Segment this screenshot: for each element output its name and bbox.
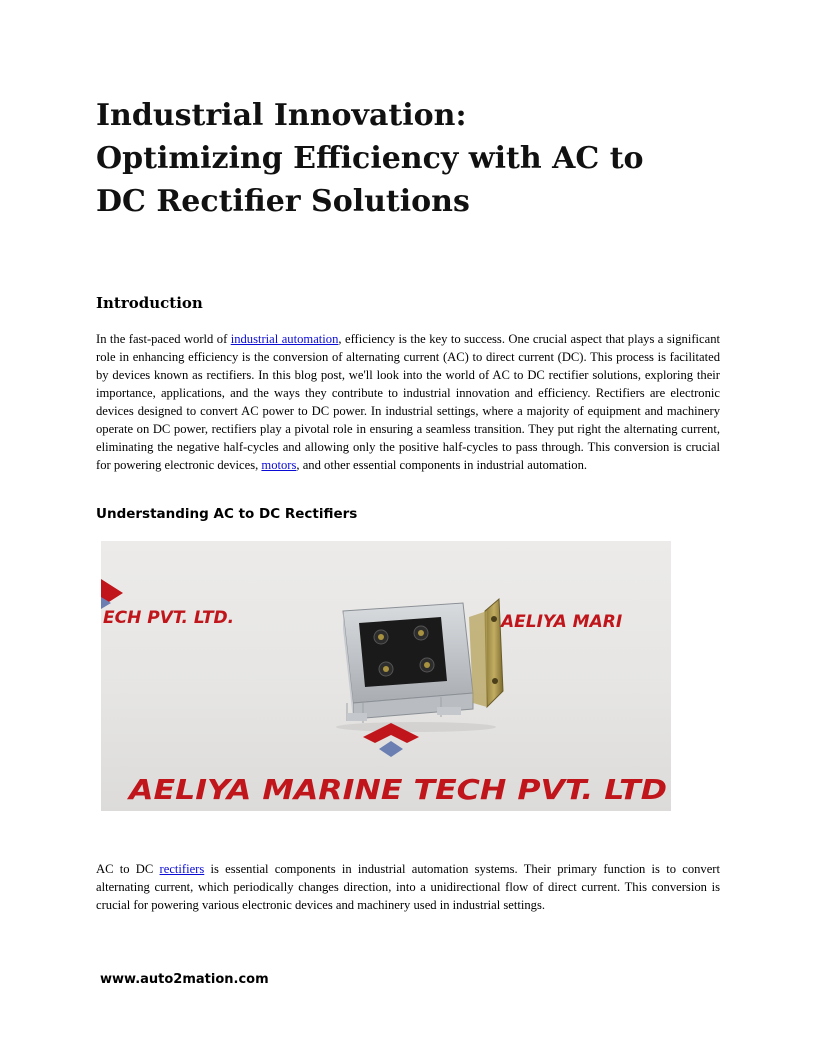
section-heading: Understanding AC to DC Rectifiers bbox=[96, 506, 358, 522]
motors-link[interactable]: motors bbox=[261, 458, 297, 472]
industrial-automation-link[interactable]: industrial automation bbox=[230, 332, 339, 346]
watermark-top-left: ECH PVT. LTD. bbox=[103, 608, 235, 628]
watermark-bottom: AELIYA MARINE TECH PVT. LTD bbox=[126, 773, 668, 806]
para2-text-end: is essential components in industrial automation systems. Their primary function is to convert alternating current, which periodically changes direction, into a unidirectional flow of direct current. This conversion is crucial for powering various electronic devices and machinery used in industrial settings. bbox=[96, 862, 721, 912]
rectifiers-link[interactable]: rectifiers bbox=[159, 862, 205, 876]
page-title: Industrial Innovation: Optimizing Efficiency with AC to DC Rectifier Solutions bbox=[96, 98, 644, 219]
intro-text-start: In the fast-paced world of bbox=[96, 332, 231, 346]
rectifier-photo bbox=[101, 541, 671, 811]
intro-heading: Introduction bbox=[96, 294, 203, 312]
intro-text-middle: , efficiency is the key to success. One crucial aspect that plays a significant role in enhancing efficiency is the conversion of alternating current (AC) to direct current (DC). This process is facilitated by devices known as rectifiers. In this blog post, we'll look into the world of AC to DC rectifier solutions, exploring their importance, applications, and the ways they contribute to industrial innovation and efficiency. Rectifiers are electronic devices designed to convert AC power to DC power. In industrial settings, where a majority of equipment and machinery operate on DC power, rectifiers play a pivotal role in ensuring a seamless transition. They put right the alternating current, eliminating the negative half-cycles and allowing only the positive half-cycles to pass through. This conversion is crucial for powering electronic devices, bbox=[96, 332, 721, 472]
rectifiers-paragraph bbox=[96, 860, 720, 914]
para2-text-start: AC to DC bbox=[96, 862, 160, 876]
watermark-top-right: AELIYA MARI bbox=[501, 612, 623, 632]
footer-url: www.auto2mation.com bbox=[100, 972, 269, 987]
intro-text-end: , and other essential components in industrial automation. bbox=[296, 458, 588, 472]
intro-paragraph bbox=[96, 330, 720, 474]
rectifier-device bbox=[343, 599, 503, 723]
